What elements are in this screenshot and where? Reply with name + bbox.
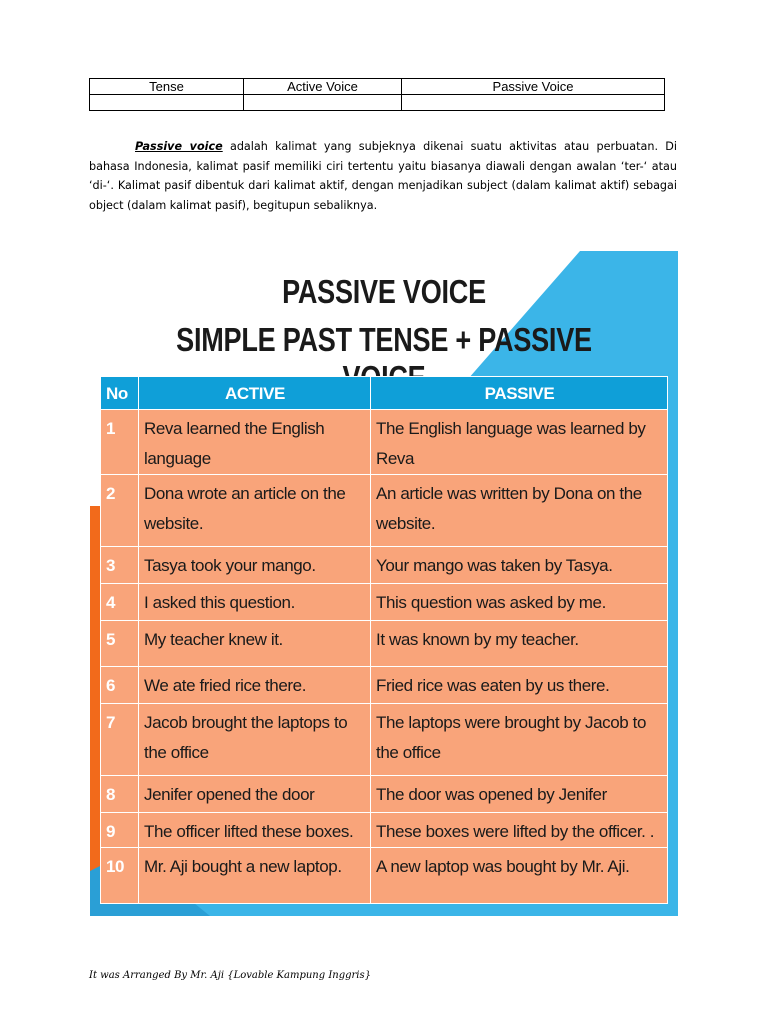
active-sentence: Jenifer opened the door	[139, 776, 371, 813]
passive-sentence: A new laptop was bought by Mr. Aji.	[371, 848, 668, 904]
active-sentence: Mr. Aji bought a new laptop.	[139, 848, 371, 904]
row-number: 6	[101, 667, 139, 704]
row-number: 3	[101, 547, 139, 584]
table-row	[101, 410, 668, 475]
table-row	[101, 667, 668, 704]
row-number: 7	[101, 704, 139, 776]
active-sentence: Reva learned the English language	[139, 410, 371, 475]
orange-accent-shape	[90, 506, 100, 901]
active-sentence: The officer lifted these boxes.	[139, 813, 371, 848]
passive-sentence: The laptops were brought by Jacob to the office	[371, 704, 668, 776]
passive-voice-term: Passive voice	[135, 140, 223, 153]
row-number: 10	[101, 848, 139, 904]
row-number: 2	[101, 475, 139, 547]
row-number: 9	[101, 813, 139, 848]
table-row	[101, 475, 668, 547]
row-number: 4	[101, 584, 139, 621]
active-sentence: My teacher knew it.	[139, 621, 371, 667]
passive-header: PASSIVE	[371, 377, 668, 410]
active-voice-cell	[244, 95, 402, 111]
active-sentence: Tasya took your mango.	[139, 547, 371, 584]
active-sentence: We ate fried rice there.	[139, 667, 371, 704]
tense-cell	[90, 95, 244, 111]
tense-table	[89, 78, 665, 111]
active-sentence: Dona wrote an article on the website.	[139, 475, 371, 547]
passive-sentence: These boxes were lifted by the officer. .	[371, 813, 668, 848]
footer-credit: It was Arranged By Mr. Aji {Lovable Kampung Inggris}	[89, 970, 371, 981]
table-row	[101, 584, 668, 621]
table-row	[101, 704, 668, 776]
no-header: No	[101, 377, 139, 410]
poster-title: PASSIVE VOICE	[282, 273, 486, 310]
passive-voice-cell	[402, 95, 665, 111]
tense-header: Tense	[90, 79, 244, 95]
active-header: ACTIVE	[139, 377, 371, 410]
passive-sentence: It was known by my teacher.	[371, 621, 668, 667]
passive-voice-poster	[90, 251, 678, 916]
poster-subtitle: SIMPLE PAST TENSE + PASSIVE	[176, 321, 592, 358]
row-number: 8	[101, 776, 139, 813]
passive-voice-table	[100, 376, 668, 904]
table-row	[101, 547, 668, 584]
passive-sentence: This question was asked by me.	[371, 584, 668, 621]
intro-paragraph	[89, 137, 677, 215]
table-row	[101, 776, 668, 813]
passive-sentence: Your mango was taken by Tasya.	[371, 547, 668, 584]
pv-header-row	[101, 377, 668, 410]
intro-text: adalah kalimat yang subjeknya dikenai suatu aktivitas atau perbuatan. Di bahasa Indonesia, kalimat pasif memiliki ciri tertentu yaitu biasanya diawali dengan awalan ‘ter-‘ atau ‘di-‘. Kalimat pasif dibentuk dari kalimat aktif, dengan menjadikan subject (dalam kalimat aktif) sebagai object (dalam kalimat pasif), begitupun sebaliknya.	[89, 140, 677, 212]
table-row	[101, 621, 668, 667]
tense-table-header-row	[90, 79, 665, 95]
table-row	[101, 848, 668, 904]
row-number: 1	[101, 410, 139, 475]
passive-sentence: Fried rice was eaten by us there.	[371, 667, 668, 704]
active-sentence: I asked this question.	[139, 584, 371, 621]
passive-sentence: An article was written by Dona on the website.	[371, 475, 668, 547]
active-sentence: Jacob brought the laptops to the office	[139, 704, 371, 776]
table-row	[101, 813, 668, 848]
passive-sentence: The English language was learned by Reva	[371, 410, 668, 475]
row-number: 5	[101, 621, 139, 667]
active-voice-header: Active Voice	[244, 79, 402, 95]
tense-table-empty-row	[90, 95, 665, 111]
passive-sentence: The door was opened by Jenifer	[371, 776, 668, 813]
passive-voice-header: Passive Voice	[402, 79, 665, 95]
